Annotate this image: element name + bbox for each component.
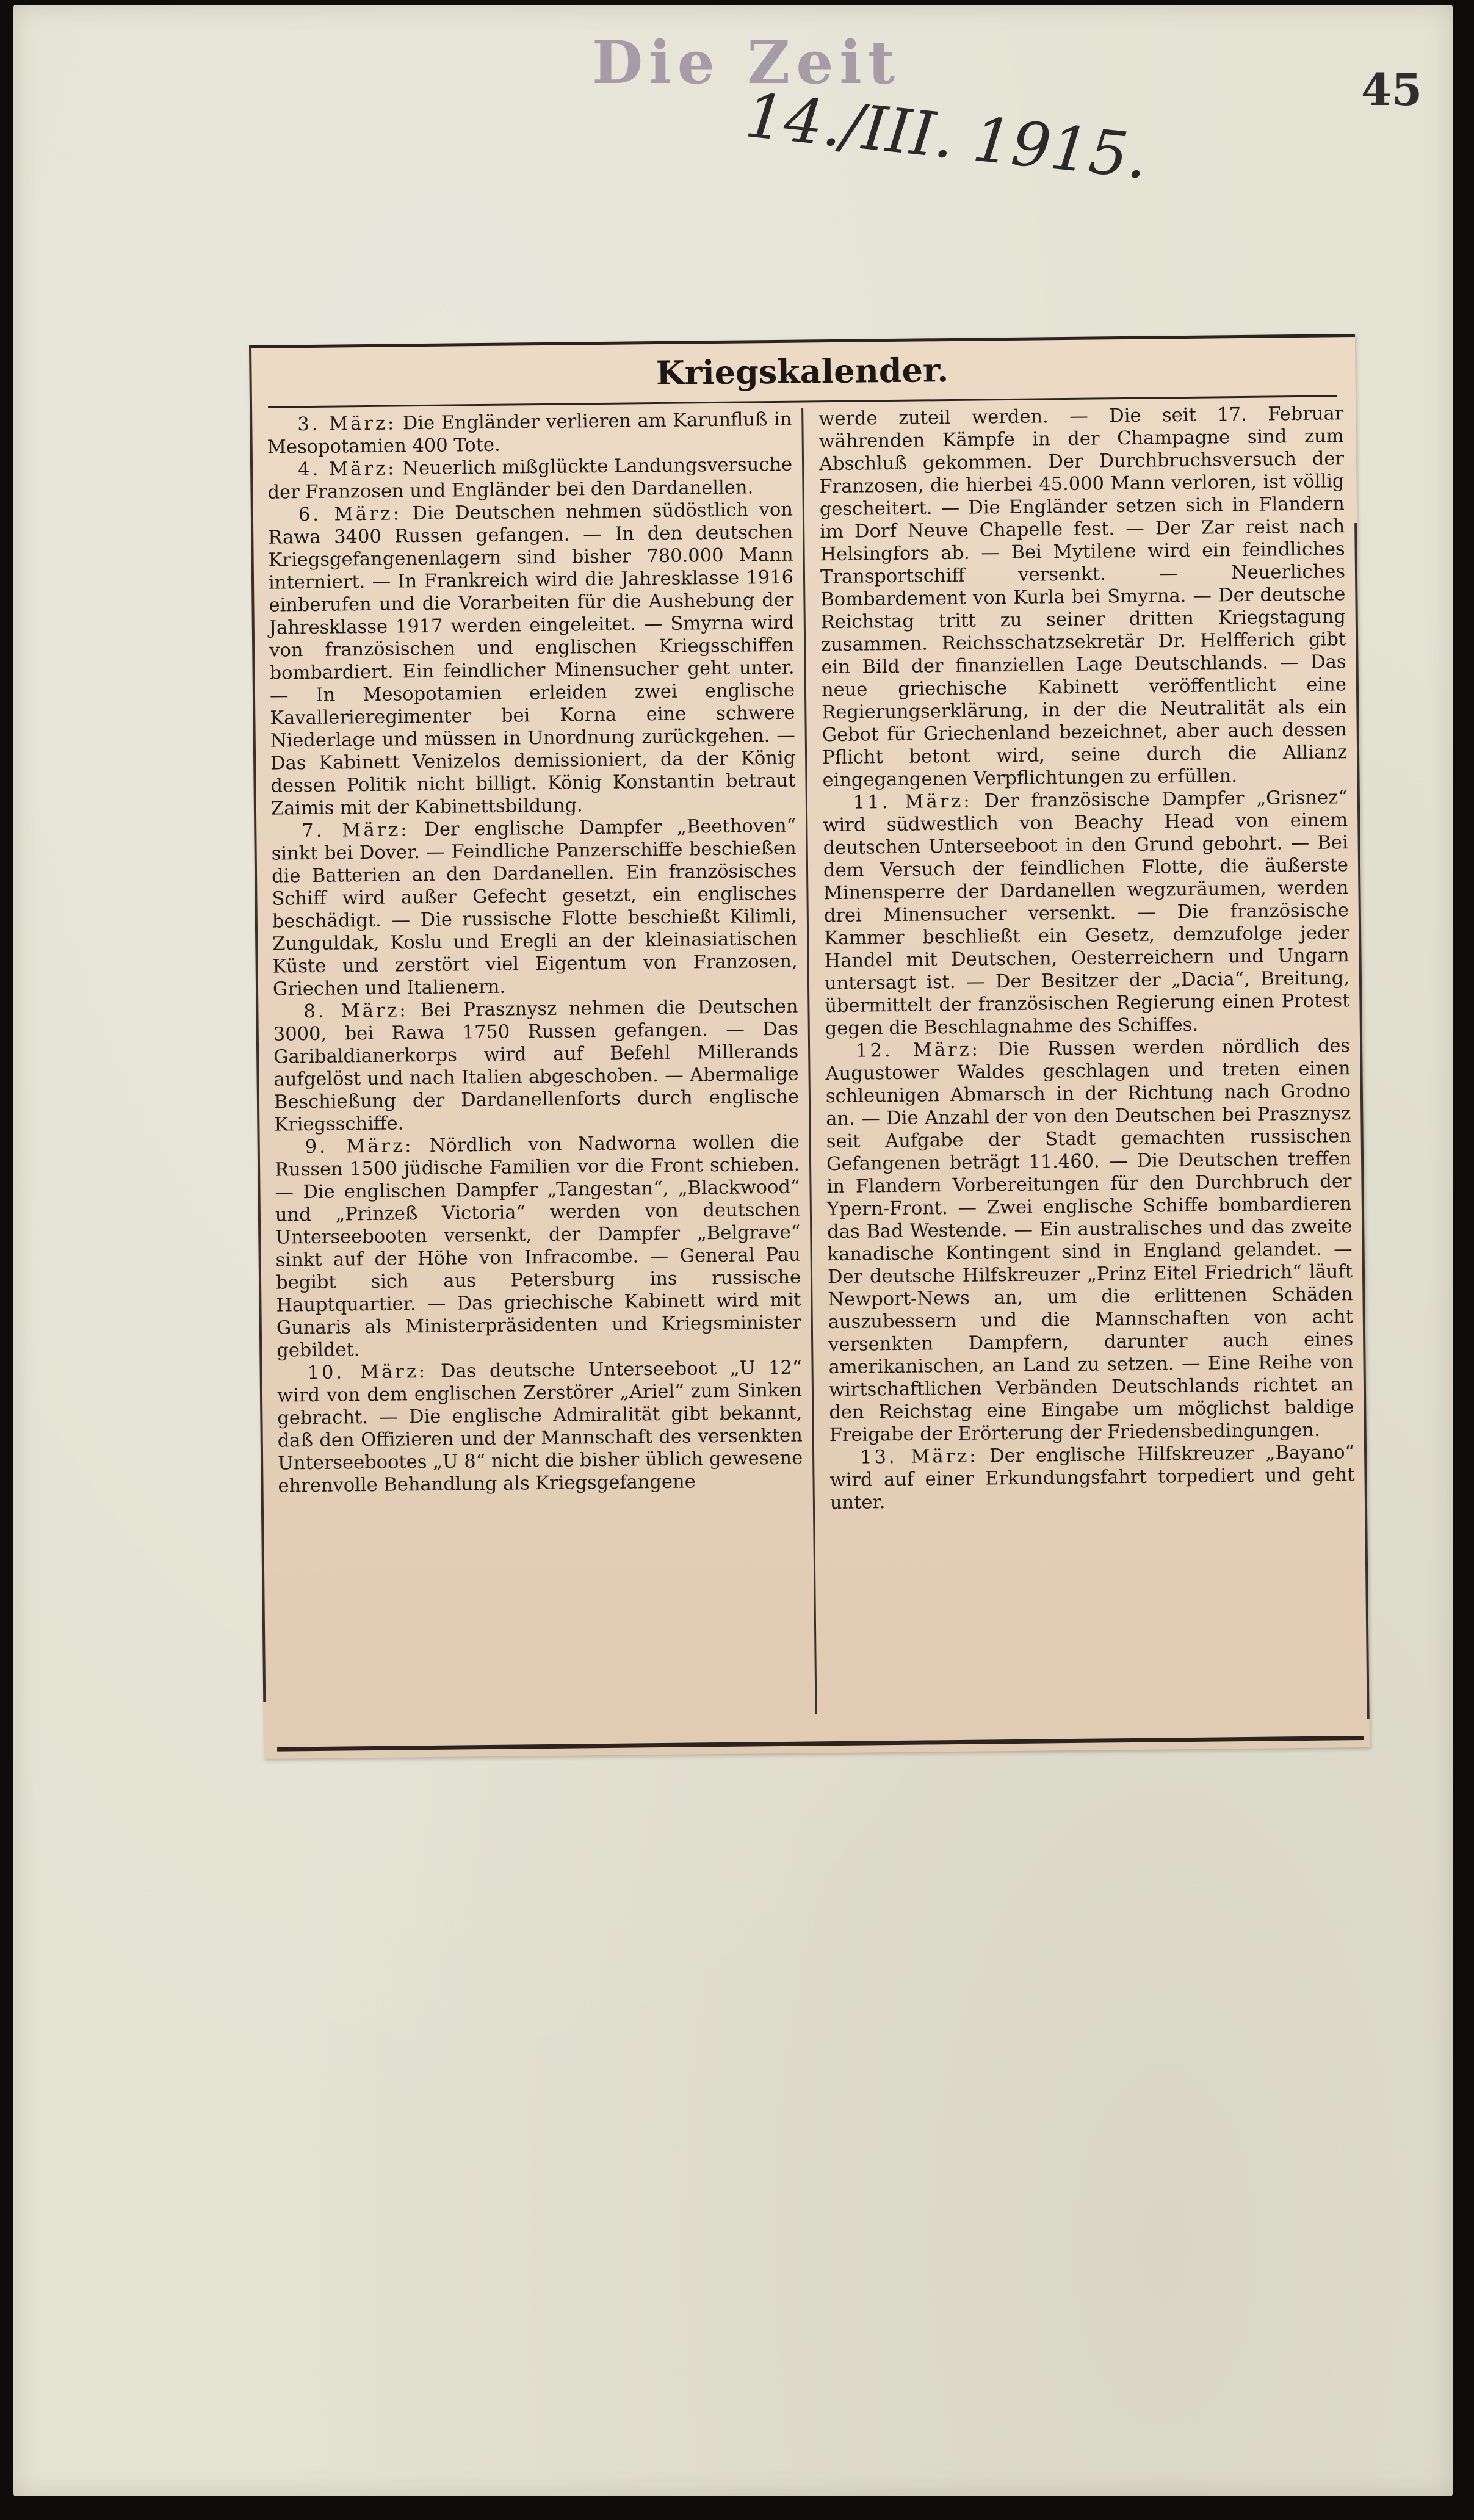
entry-text: Der englische Dampfer „Beethoven“ sinkt bei Dover. — Feindliche Panzerschiffe beschießen die Batterien an den Dardanellen. Ein französisches Schiff wird außer Gefecht gesetzt, ein englisches beschädigt. — Die russische Flotte beschießt Kilimli, Zunguldak, Koslu und Eregli an der kleinasiatischen Küste und zerstört viel Eigentum von Franzosen, Griechen und Italienern. (271, 815, 798, 1000)
calendar-entry (276, 1357, 803, 1498)
calendar-entry (268, 499, 796, 820)
calendar-entry (823, 786, 1350, 1040)
calendar-entry (275, 1131, 802, 1362)
calendar-entry (271, 815, 798, 1001)
calendar-entry (829, 1441, 1355, 1514)
entry-date: 9. März: (305, 1135, 414, 1158)
entry-date: 3. März: (297, 413, 397, 436)
entry-date: 10. März: (307, 1361, 428, 1384)
newspaper-clipping (249, 334, 1370, 1759)
left-text-column (267, 408, 803, 1498)
newspaper-name-stamp: Die Zeit (592, 28, 901, 97)
handwritten-date: 14./III. 1915. (742, 79, 1151, 193)
entry-text: Neuerlich mißglückte Landungsversuche der Franzosen und Engländer bei den Dardanellen. (267, 453, 793, 504)
clipping-headline: Kriegskalender. (656, 350, 949, 393)
entry-text: Der englische Hilfskreuzer „Bayano“ wird auf einer Erkundungsfahrt torpediert und geht unter. (829, 1442, 1355, 1514)
entry-text: werde zuteil werden. — Die seit 17. Februar währenden Kämpfe in der Champagne sind zum Abschluß gekommen. Der Durchbruchsversuch der Franzosen, die hierbei 45.000 Mann verloren, ist völlig gescheitert. — Die Engländer setzen sich in Flandern im Dorf Neuve Chapelle fest. — Der Zar reist nach Helsingfors ab. — Bei Mytilene wird ein feindliches Transportschiff versenkt. — Neuerliches Bombardement von Kurla bei Smyrna. — Der deutsche Reichstag tritt zu seiner dritten Kriegstagung zusammen. Reichsschatzsekretär Dr. Helfferich gibt ein Bild der finanziellen Lage Deutschlands. — Das neue griechische Kabinett veröffentlicht eine Regierungserklärung, in der die Neutralität als ein Gebot für Griechenland bezeichnet, aber auch dessen Pflicht betont wird, seine durch die Allianz eingegangenen Verpflichtungen zu erfüllen. (818, 403, 1348, 792)
page-number: 45 (1361, 63, 1423, 115)
entry-text: Der französische Dampfer „Grisnez“ wird südwestlich von Beachy Head von einem deutschen Unterseeboot in den Grund gebohrt. — Bei dem Versuch der feindlichen Flotte, die äußerste Minensperre der Dardanellen wegzuräumen, werden drei Minensucher versenkt. — Die französische Kammer beschließt ein Gesetz, demzufolge jeder Handel mit Deutschen, Oesterreichern und Ungarn untersagt ist. — Der Besitzer der „Dacia“, Breitung, übermittelt der französischen Regierung einen Protest gegen die Beschlagnahme des Schiffes. (823, 787, 1350, 1040)
entry-date: 6. März: (298, 503, 402, 526)
entry-text: Bei Prasznysz nehmen die Deutschen 3000, bei Rawa 1750 Russen gefangen. — Das Garibaldianerkorps wird auf Befehl Millerands aufgelöst und nach Italien abgeschoben. — Abermalige Beschießung der Dardanellenforts durch englische Kriegsschiffe. (273, 995, 800, 1136)
calendar-entry (267, 408, 792, 459)
entry-date: 4. März: (297, 458, 397, 481)
entry-date: 12. März: (855, 1039, 981, 1062)
entry-date: 7. März: (302, 819, 410, 842)
right-text-column (818, 402, 1355, 1514)
calendar-entry (825, 1034, 1354, 1446)
entry-text: Die Engländer verlieren am Karunfluß in Mesopotamien 400 Tote. (267, 408, 792, 458)
column-divider (801, 408, 817, 1714)
entry-date: 8. März: (303, 1000, 408, 1023)
entry-text: Nördlich von Nadworna wollen die Russen 1500 jüdische Familien vor die Front schieben. — Die englischen Dampfer „Tangestan“, „Blackwood“ und „Prinzeß Victoria“ werden von deutschen Unterseebooten versenkt, der Dampfer „Belgrave“ sinkt auf der Höhe von Infracombe. — General Pau begibt sich aus Petersburg ins russische Hauptquartier. — Das griechische Kabinett wird mit Gunaris als Ministerpräsidenten und Kriegsminister gebildet. (274, 1131, 801, 1362)
bottom-rule (277, 1736, 1364, 1752)
entry-text: Das deutsche Unterseeboot „U 12“ wird von dem englischen Zerstörer „Ariel“ zum Sinken gebracht. — Die englische Admiralität gibt bekannt, daß den Offizieren und der Mannschaft des versenkten Unterseebootes „U 8“ nicht die bisher üblich gewesene ehrenvolle Behandlung als Kriegsgefangene (276, 1357, 803, 1497)
calendar-entry-continued (818, 402, 1348, 792)
entry-date: 11. März: (853, 790, 972, 814)
calendar-entry (267, 453, 793, 504)
entry-date: 13. März: (859, 1445, 978, 1468)
entry-text: Die Deutschen nehmen südöstlich von Rawa 3400 Russen gefangen. — In den deutschen Kriegsgefangenenlagern sind bisher 780.000 Mann interniert. — In Frankreich wird die Jahresklasse 1916 einberufen und die Vorarbeiten für die Aushebung der Jahresklasse 1917 werden eingeleitet. — Smyrna wird von französischen und englischen Kriegsschiffen bombardiert. Ein feindlicher Minensucher geht unter. — In Mesopotamien erleiden zwei englische Kavallerieregimenter bei Korna eine schwere Niederlage und müssen in Unordnung zurückgehen. — Das Kabinett Venizelos demissioniert, da der König dessen Politik nicht billigt. König Konstantin betraut Zaimis mit der Kabinettsbildung. (268, 499, 796, 820)
calendar-entry (273, 995, 799, 1136)
entry-text: Die Russen werden nördlich des Augustower Waldes geschlagen und treten einen schleunigen Abmarsch in der Richtung nach Grodno an. — Die Anzahl der von den Deutschen bei Prasznysz seit Aufgabe der Stadt gemachten russischen Gefangenen beträgt 11.460. — Die Deutschen treffen in Flandern Vorbereitungen für den Durchbruch der Ypern-Front. — Zwei englische Schiffe bombardieren das Bad Westende. — Ein australisches und das zweite kanadische Kontingent sind in England gelandet. — Der deutsche Hilfskreuzer „Prinz Eitel Friedrich“ läuft Newport-News an, um die erlittenen Schäden auszubessern und die Mannschaften von acht versenkten Dampfern, darunter auch eines amerikanischen, an Land zu setzen. — Eine Reihe von wirtschaftlichen Verbänden Deutschlands richtet an den Reichstag eine Eingabe um möglichst baldige Freigabe der Erörterung der Friedensbedingungen. (825, 1035, 1354, 1446)
